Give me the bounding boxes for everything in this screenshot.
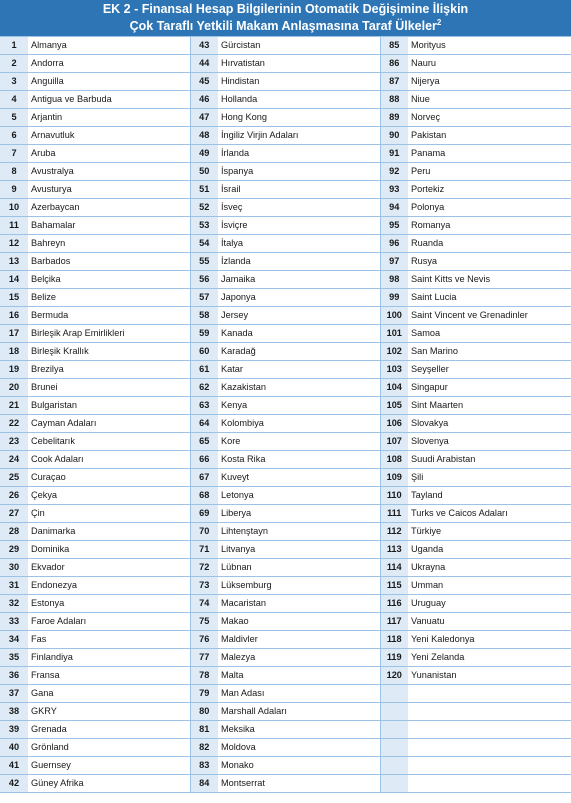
country-name: Saint Kitts ve Nevis: [408, 271, 571, 289]
country-name: Turks ve Caicos Adaları: [408, 505, 571, 523]
row-number: 96: [380, 235, 408, 253]
country-name: Kanada: [218, 325, 380, 343]
row-number: 87: [380, 73, 408, 91]
country-name: Lihtenştayn: [218, 523, 380, 541]
table-row: [0, 487, 571, 505]
country-name: İrlanda: [218, 145, 380, 163]
row-number: 5: [0, 109, 28, 127]
row-number: 95: [380, 217, 408, 235]
row-number: 93: [380, 181, 408, 199]
row-number: 27: [0, 505, 28, 523]
row-number: [380, 739, 408, 757]
table-row: [0, 541, 571, 559]
country-name: Brunei: [28, 379, 190, 397]
country-name: Karadağ: [218, 343, 380, 361]
row-number: [380, 721, 408, 739]
country-name: Bulgaristan: [28, 397, 190, 415]
row-number: 92: [380, 163, 408, 181]
row-number: 78: [190, 667, 218, 685]
country-name: Marshall Adaları: [218, 703, 380, 721]
table-row: [0, 397, 571, 415]
country-name: Hollanda: [218, 91, 380, 109]
country-name: Macaristan: [218, 595, 380, 613]
country-name: Monako: [218, 757, 380, 775]
row-number: 48: [190, 127, 218, 145]
table-row: [0, 307, 571, 325]
row-number: 76: [190, 631, 218, 649]
row-number: 102: [380, 343, 408, 361]
table-row: [0, 469, 571, 487]
table-row: [0, 379, 571, 397]
table-row: [0, 721, 571, 739]
country-name: Yunanistan: [408, 667, 571, 685]
row-number: 3: [0, 73, 28, 91]
country-name: Kazakistan: [218, 379, 380, 397]
country-name: Lübnan: [218, 559, 380, 577]
table-row: [0, 37, 571, 55]
row-number: 80: [190, 703, 218, 721]
row-number: 66: [190, 451, 218, 469]
country-name: Ukrayna: [408, 559, 571, 577]
country-name: Makao: [218, 613, 380, 631]
country-name: Şili: [408, 469, 571, 487]
table-row: [0, 685, 571, 703]
country-name: Grönland: [28, 739, 190, 757]
country-name: Hindistan: [218, 73, 380, 91]
country-name: İsrail: [218, 181, 380, 199]
row-number: 79: [190, 685, 218, 703]
row-number: 22: [0, 415, 28, 433]
row-number: 32: [0, 595, 28, 613]
country-name: GKRY: [28, 703, 190, 721]
country-name: Barbados: [28, 253, 190, 271]
country-name: Pakistan: [408, 127, 571, 145]
country-name: Vanuatu: [408, 613, 571, 631]
country-name: Jamaika: [218, 271, 380, 289]
row-number: 50: [190, 163, 218, 181]
row-number: 104: [380, 379, 408, 397]
country-name: Umman: [408, 577, 571, 595]
table-row: [0, 433, 571, 451]
country-name: Polonya: [408, 199, 571, 217]
table-row: [0, 523, 571, 541]
row-number: 68: [190, 487, 218, 505]
country-name: Hırvatistan: [218, 55, 380, 73]
country-name: Endonezya: [28, 577, 190, 595]
row-number: 101: [380, 325, 408, 343]
country-name: Rusya: [408, 253, 571, 271]
country-table: [0, 36, 571, 793]
country-name: Nijerya: [408, 73, 571, 91]
row-number: 64: [190, 415, 218, 433]
row-number: 65: [190, 433, 218, 451]
row-number: 98: [380, 271, 408, 289]
row-number: 24: [0, 451, 28, 469]
row-number: 56: [190, 271, 218, 289]
table-row: [0, 703, 571, 721]
row-number: 51: [190, 181, 218, 199]
row-number: 100: [380, 307, 408, 325]
row-number: 107: [380, 433, 408, 451]
country-name: Antigua ve Barbuda: [28, 91, 190, 109]
table-row: [0, 667, 571, 685]
row-number: [380, 775, 408, 793]
row-number: 111: [380, 505, 408, 523]
row-number: 53: [190, 217, 218, 235]
country-name: [408, 721, 571, 739]
country-name: Türkiye: [408, 523, 571, 541]
country-name: Kuveyt: [218, 469, 380, 487]
row-number: 14: [0, 271, 28, 289]
country-name: [408, 685, 571, 703]
row-number: 12: [0, 235, 28, 253]
row-number: 94: [380, 199, 408, 217]
table-row: [0, 253, 571, 271]
country-name: Peru: [408, 163, 571, 181]
country-name: İspanya: [218, 163, 380, 181]
country-name: Japonya: [218, 289, 380, 307]
row-number: 115: [380, 577, 408, 595]
table-row: [0, 181, 571, 199]
row-number: 110: [380, 487, 408, 505]
country-name: Slovenya: [408, 433, 571, 451]
row-number: 40: [0, 739, 28, 757]
row-number: 34: [0, 631, 28, 649]
row-number: 114: [380, 559, 408, 577]
row-number: 4: [0, 91, 28, 109]
row-number: [380, 685, 408, 703]
row-number: 97: [380, 253, 408, 271]
country-name: Kenya: [218, 397, 380, 415]
country-name: Saint Vincent ve Grenadinler: [408, 307, 571, 325]
row-number: 30: [0, 559, 28, 577]
row-number: 23: [0, 433, 28, 451]
row-number: 35: [0, 649, 28, 667]
country-name: Kore: [218, 433, 380, 451]
row-number: 86: [380, 55, 408, 73]
row-number: 118: [380, 631, 408, 649]
row-number: 120: [380, 667, 408, 685]
row-number: 117: [380, 613, 408, 631]
row-number: 90: [380, 127, 408, 145]
row-number: 57: [190, 289, 218, 307]
row-number: 84: [190, 775, 218, 793]
row-number: 119: [380, 649, 408, 667]
country-name: Tayland: [408, 487, 571, 505]
row-number: 54: [190, 235, 218, 253]
page-title: [0, 0, 571, 36]
table-row: [0, 775, 571, 793]
country-name: Curaçao: [28, 469, 190, 487]
row-number: 73: [190, 577, 218, 595]
country-name: İsviçre: [218, 217, 380, 235]
country-name: Cook Adaları: [28, 451, 190, 469]
country-name: İzlanda: [218, 253, 380, 271]
country-name: Seyşeller: [408, 361, 571, 379]
row-number: 63: [190, 397, 218, 415]
country-name: Portekiz: [408, 181, 571, 199]
table-row: [0, 235, 571, 253]
country-name: Guernsey: [28, 757, 190, 775]
row-number: 67: [190, 469, 218, 487]
country-name: İsveç: [218, 199, 380, 217]
country-name: Samoa: [408, 325, 571, 343]
country-name: San Marino: [408, 343, 571, 361]
row-number: 8: [0, 163, 28, 181]
table-row: [0, 505, 571, 523]
country-name: Güney Afrika: [28, 775, 190, 793]
country-name: Arnavutluk: [28, 127, 190, 145]
row-number: 9: [0, 181, 28, 199]
table-row: [0, 613, 571, 631]
country-name: Ruanda: [408, 235, 571, 253]
country-name: Cayman Adaları: [28, 415, 190, 433]
country-name: Romanya: [408, 217, 571, 235]
row-number: 2: [0, 55, 28, 73]
row-number: 46: [190, 91, 218, 109]
row-number: 85: [380, 37, 408, 55]
row-number: 31: [0, 577, 28, 595]
country-name: Anguilla: [28, 73, 190, 91]
table-row: [0, 559, 571, 577]
country-name: Saint Lucia: [408, 289, 571, 307]
country-name: Belize: [28, 289, 190, 307]
row-number: 116: [380, 595, 408, 613]
row-number: 62: [190, 379, 218, 397]
row-number: 19: [0, 361, 28, 379]
country-name: Panama: [408, 145, 571, 163]
country-name: Yeni Zelanda: [408, 649, 571, 667]
country-name: Bahamalar: [28, 217, 190, 235]
country-name: Belçika: [28, 271, 190, 289]
country-name: Yeni Kaledonya: [408, 631, 571, 649]
row-number: 99: [380, 289, 408, 307]
country-name: Katar: [218, 361, 380, 379]
row-number: 72: [190, 559, 218, 577]
country-name: Letonya: [218, 487, 380, 505]
row-number: [380, 757, 408, 775]
row-number: 38: [0, 703, 28, 721]
country-name: Azerbaycan: [28, 199, 190, 217]
table-row: [0, 325, 571, 343]
row-number: 112: [380, 523, 408, 541]
table-row: [0, 55, 571, 73]
row-number: 77: [190, 649, 218, 667]
row-number: 52: [190, 199, 218, 217]
country-name: Avustralya: [28, 163, 190, 181]
row-number: 89: [380, 109, 408, 127]
table-row: [0, 739, 571, 757]
country-name: Bermuda: [28, 307, 190, 325]
table-row: [0, 451, 571, 469]
row-number: 15: [0, 289, 28, 307]
table-row: [0, 595, 571, 613]
table-row: [0, 145, 571, 163]
country-name: Cebelitarık: [28, 433, 190, 451]
country-name: Aruba: [28, 145, 190, 163]
table-row: [0, 163, 571, 181]
table-row: [0, 127, 571, 145]
country-name: Hong Kong: [218, 109, 380, 127]
country-name: Litvanya: [218, 541, 380, 559]
row-number: 10: [0, 199, 28, 217]
country-name: Jersey: [218, 307, 380, 325]
country-name: Singapur: [408, 379, 571, 397]
country-name: Dominika: [28, 541, 190, 559]
row-number: 75: [190, 613, 218, 631]
country-name: Finlandiya: [28, 649, 190, 667]
row-number: 74: [190, 595, 218, 613]
country-name: Liberya: [218, 505, 380, 523]
country-name: Avusturya: [28, 181, 190, 199]
country-name: Sint Maarten: [408, 397, 571, 415]
country-name: Lüksemburg: [218, 577, 380, 595]
country-name: Fas: [28, 631, 190, 649]
country-name: Malta: [218, 667, 380, 685]
footnote-mark: 2: [436, 17, 442, 27]
row-number: 43: [190, 37, 218, 55]
row-number: 70: [190, 523, 218, 541]
row-number: 60: [190, 343, 218, 361]
row-number: 7: [0, 145, 28, 163]
country-name: Meksika: [218, 721, 380, 739]
country-name: Uganda: [408, 541, 571, 559]
row-number: 13: [0, 253, 28, 271]
row-number: 58: [190, 307, 218, 325]
row-number: 69: [190, 505, 218, 523]
row-number: 49: [190, 145, 218, 163]
country-name: Niue: [408, 91, 571, 109]
table-row: [0, 361, 571, 379]
country-name: Çekya: [28, 487, 190, 505]
country-name: İngiliz Virjin Adaları: [218, 127, 380, 145]
country-name: Moldova: [218, 739, 380, 757]
country-name: Man Adası: [218, 685, 380, 703]
country-name: Birleşik Arap Emirlikleri: [28, 325, 190, 343]
country-name: Gana: [28, 685, 190, 703]
country-name: Slovakya: [408, 415, 571, 433]
table-row: [0, 199, 571, 217]
row-number: 36: [0, 667, 28, 685]
table-row: [0, 343, 571, 361]
title-line-1: EK 2 - Finansal Hesap Bilgilerinin Otomatik Değişimine İlişkin: [102, 2, 469, 16]
row-number: 21: [0, 397, 28, 415]
country-name: Ekvador: [28, 559, 190, 577]
country-name: Grenada: [28, 721, 190, 739]
row-number: 39: [0, 721, 28, 739]
country-name: Kolombiya: [218, 415, 380, 433]
table-row: [0, 73, 571, 91]
title-line-2: Çok Taraflı Yetkili Makam Anlaşmasına Taraf Ülkeler$^2$: [129, 17, 442, 33]
country-name: [408, 739, 571, 757]
row-number: 41: [0, 757, 28, 775]
row-number: 106: [380, 415, 408, 433]
table-row: [0, 217, 571, 235]
row-number: 71: [190, 541, 218, 559]
table-row: [0, 109, 571, 127]
country-name: Arjantin: [28, 109, 190, 127]
row-number: 88: [380, 91, 408, 109]
row-number: 33: [0, 613, 28, 631]
country-name: Estonya: [28, 595, 190, 613]
country-name: Suudi Arabistan: [408, 451, 571, 469]
table-row: [0, 289, 571, 307]
row-number: 6: [0, 127, 28, 145]
country-name: Brezilya: [28, 361, 190, 379]
country-name: Fransa: [28, 667, 190, 685]
country-name: Gürcistan: [218, 37, 380, 55]
row-number: 44: [190, 55, 218, 73]
row-number: 105: [380, 397, 408, 415]
row-number: 25: [0, 469, 28, 487]
country-name: Morityus: [408, 37, 571, 55]
row-number: 1: [0, 37, 28, 55]
country-name: [408, 703, 571, 721]
row-number: 47: [190, 109, 218, 127]
row-number: 42: [0, 775, 28, 793]
country-name: Faroe Adaları: [28, 613, 190, 631]
row-number: 82: [190, 739, 218, 757]
row-number: 17: [0, 325, 28, 343]
country-name: Maldivler: [218, 631, 380, 649]
country-name: Birleşik Krallık: [28, 343, 190, 361]
country-name: Kosta Rika: [218, 451, 380, 469]
table-row: [0, 577, 571, 595]
table-row: [0, 91, 571, 109]
row-number: 16: [0, 307, 28, 325]
row-number: 109: [380, 469, 408, 487]
country-name: Malezya: [218, 649, 380, 667]
country-name: Çin: [28, 505, 190, 523]
country-name: Andorra: [28, 55, 190, 73]
table-row: [0, 757, 571, 775]
country-name: Bahreyn: [28, 235, 190, 253]
row-number: 55: [190, 253, 218, 271]
country-name: [408, 757, 571, 775]
country-name: [408, 775, 571, 793]
country-name: Danimarka: [28, 523, 190, 541]
row-number: 81: [190, 721, 218, 739]
row-number: 37: [0, 685, 28, 703]
country-name: İtalya: [218, 235, 380, 253]
row-number: 29: [0, 541, 28, 559]
row-number: 113: [380, 541, 408, 559]
row-number: 28: [0, 523, 28, 541]
row-number: 20: [0, 379, 28, 397]
country-name: Uruguay: [408, 595, 571, 613]
country-name: Almanya: [28, 37, 190, 55]
table-row: [0, 415, 571, 433]
row-number: 45: [190, 73, 218, 91]
row-number: 103: [380, 361, 408, 379]
country-name: Nauru: [408, 55, 571, 73]
row-number: 83: [190, 757, 218, 775]
country-name: Norveç: [408, 109, 571, 127]
country-name: Montserrat: [218, 775, 380, 793]
row-number: 108: [380, 451, 408, 469]
row-number: 91: [380, 145, 408, 163]
row-number: 61: [190, 361, 218, 379]
table-row: [0, 649, 571, 667]
row-number: 11: [0, 217, 28, 235]
row-number: 59: [190, 325, 218, 343]
row-number: [380, 703, 408, 721]
table-row: [0, 631, 571, 649]
table-row: [0, 271, 571, 289]
row-number: 18: [0, 343, 28, 361]
row-number: 26: [0, 487, 28, 505]
